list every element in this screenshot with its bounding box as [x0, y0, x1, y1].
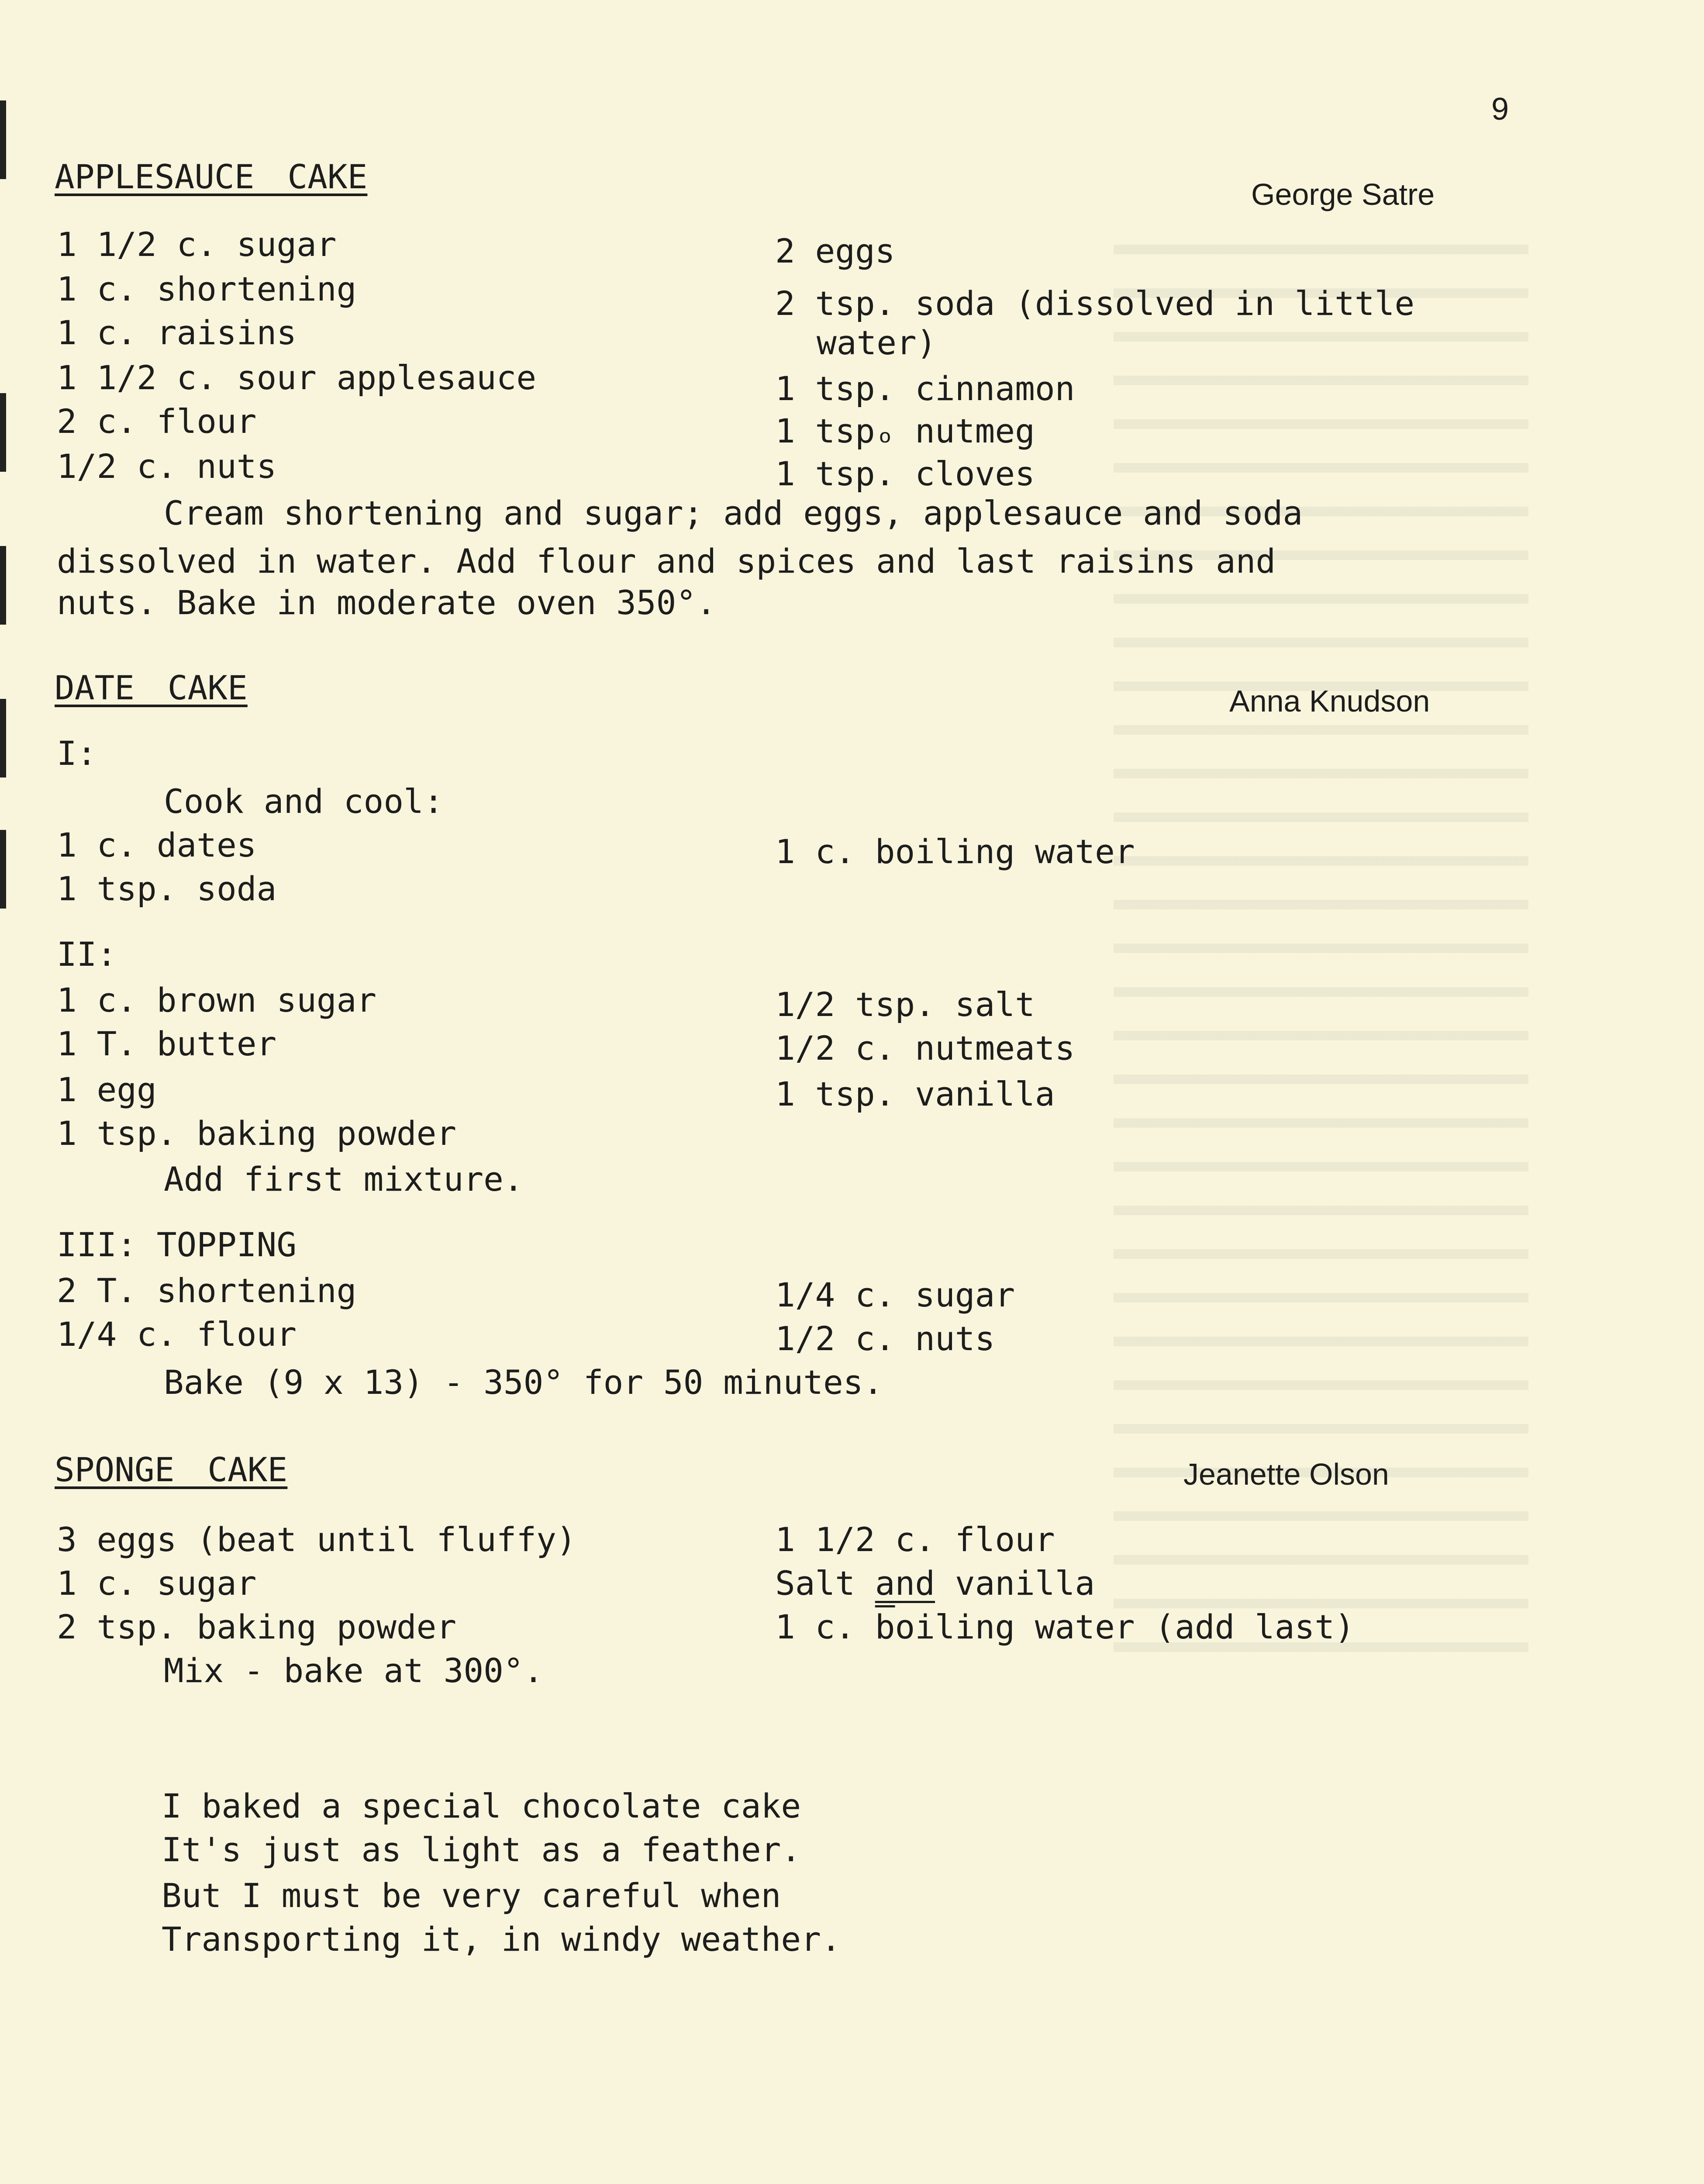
ingredient: 1/4 c. sugar	[775, 1275, 1015, 1314]
ingredient-part: $\overline{b}$	[875, 1607, 895, 1646]
ingredient: 1 tsp. cloves	[775, 454, 1035, 493]
ingredient: 1 c. dates	[57, 826, 257, 864]
ingredient: 1 c. sugar	[57, 1564, 257, 1603]
binding-mark	[0, 699, 6, 778]
binding-mark	[0, 100, 6, 179]
ingredient: 1 egg	[57, 1070, 157, 1109]
ingredient: 1/2 c. nuts	[775, 1319, 995, 1358]
ingredient: 3 eggs (beat until fluffy)	[57, 1520, 576, 1559]
recipe-author: George Satre	[1251, 177, 1435, 211]
poem-line: It's just as light as a feather.	[162, 1830, 801, 1869]
ingredient-part: Salt	[775, 1564, 875, 1603]
ingredient-part: oiling water (add last)	[895, 1607, 1355, 1646]
binding-mark	[0, 393, 6, 472]
ingredient: 1 1/2 c. flour	[775, 1520, 1055, 1559]
ingredient: 1 c. brown sugar	[57, 981, 377, 1019]
ingredient: 1/2 tsp. salt	[775, 985, 1035, 1024]
ingredient: 1/2 c. nutmeats	[775, 1029, 1075, 1068]
ingredient-part: vanilla	[935, 1564, 1095, 1603]
binding-mark	[0, 546, 6, 625]
ingredient: 2 eggs	[775, 232, 895, 270]
method-text: Cream shortening and sugar; add eggs, applesauce and soda	[164, 494, 1303, 532]
page-number: 9	[1491, 92, 1509, 127]
ingredient	[775, 1605, 1355, 1649]
ingredient: 1/2 c. nuts	[57, 447, 277, 486]
ingredient: 1 tsp. baking powder	[57, 1114, 457, 1153]
poem-line: I baked a special chocolate cake	[162, 1787, 801, 1825]
ingredient: 2 tsp. baking powder	[57, 1607, 457, 1646]
ingredient: 1 tsp. cinnamon	[775, 369, 1075, 408]
section-label: II:	[57, 935, 117, 974]
method-text: Mix - bake at 300°.	[164, 1651, 544, 1690]
binding-mark	[0, 830, 6, 909]
recipe-title: DATE CAKE	[55, 668, 248, 707]
recipe-author: Anna Knudson	[1229, 684, 1430, 718]
poem-line: Transporting it, in windy weather.	[162, 1920, 841, 1959]
ingredient: 2 tsp. soda (dissolved in little	[775, 284, 1415, 323]
ingredient: 1 tspₒ nutmeg	[775, 411, 1035, 450]
method-text: Bake (9 x 13) - 350° for 50 minutes.	[164, 1363, 883, 1402]
ingredient-part: 1 c.	[775, 1607, 875, 1646]
ingredient: 1 c. raisins	[57, 313, 297, 352]
section-label: I:	[57, 734, 97, 773]
ingredient: 1 c. boiling water	[775, 832, 1135, 871]
method-text: dissolved in water. Add flour and spices and last raisins and	[57, 542, 1276, 581]
ingredient: 1 1/2 c. sugar	[57, 225, 337, 264]
ingredient: 1 T. butter	[57, 1024, 277, 1063]
recipe-title: APPLESAUCE CAKE	[55, 157, 368, 196]
ingredient: 1/4 c. flour	[57, 1315, 297, 1354]
ingredient	[775, 1562, 1095, 1605]
ingredient: 1 tsp. vanilla	[775, 1075, 1055, 1113]
ingredient: water)	[817, 323, 937, 362]
ingredient: 1 1/2 c. sour applesauce	[57, 358, 537, 397]
ingredient-part: and	[875, 1564, 935, 1603]
poem-line: But I must be very careful when	[162, 1876, 781, 1915]
recipe-title: SPONGE CAKE	[55, 1450, 288, 1489]
method-text: Cook and cool:	[164, 782, 444, 821]
ingredient: 2 c. flour	[57, 402, 257, 441]
ingredient: 1 tsp. soda	[57, 869, 277, 908]
recipe-author: Jeanette Olson	[1183, 1457, 1389, 1491]
ingredient: 2 T. shortening	[57, 1271, 357, 1310]
ingredient: 1 c. shortening	[57, 270, 357, 308]
method-text: nuts. Bake in moderate oven 350°.	[57, 583, 716, 622]
method-text: Add first mixture.	[164, 1160, 524, 1199]
section-label: III: TOPPING	[57, 1225, 297, 1264]
